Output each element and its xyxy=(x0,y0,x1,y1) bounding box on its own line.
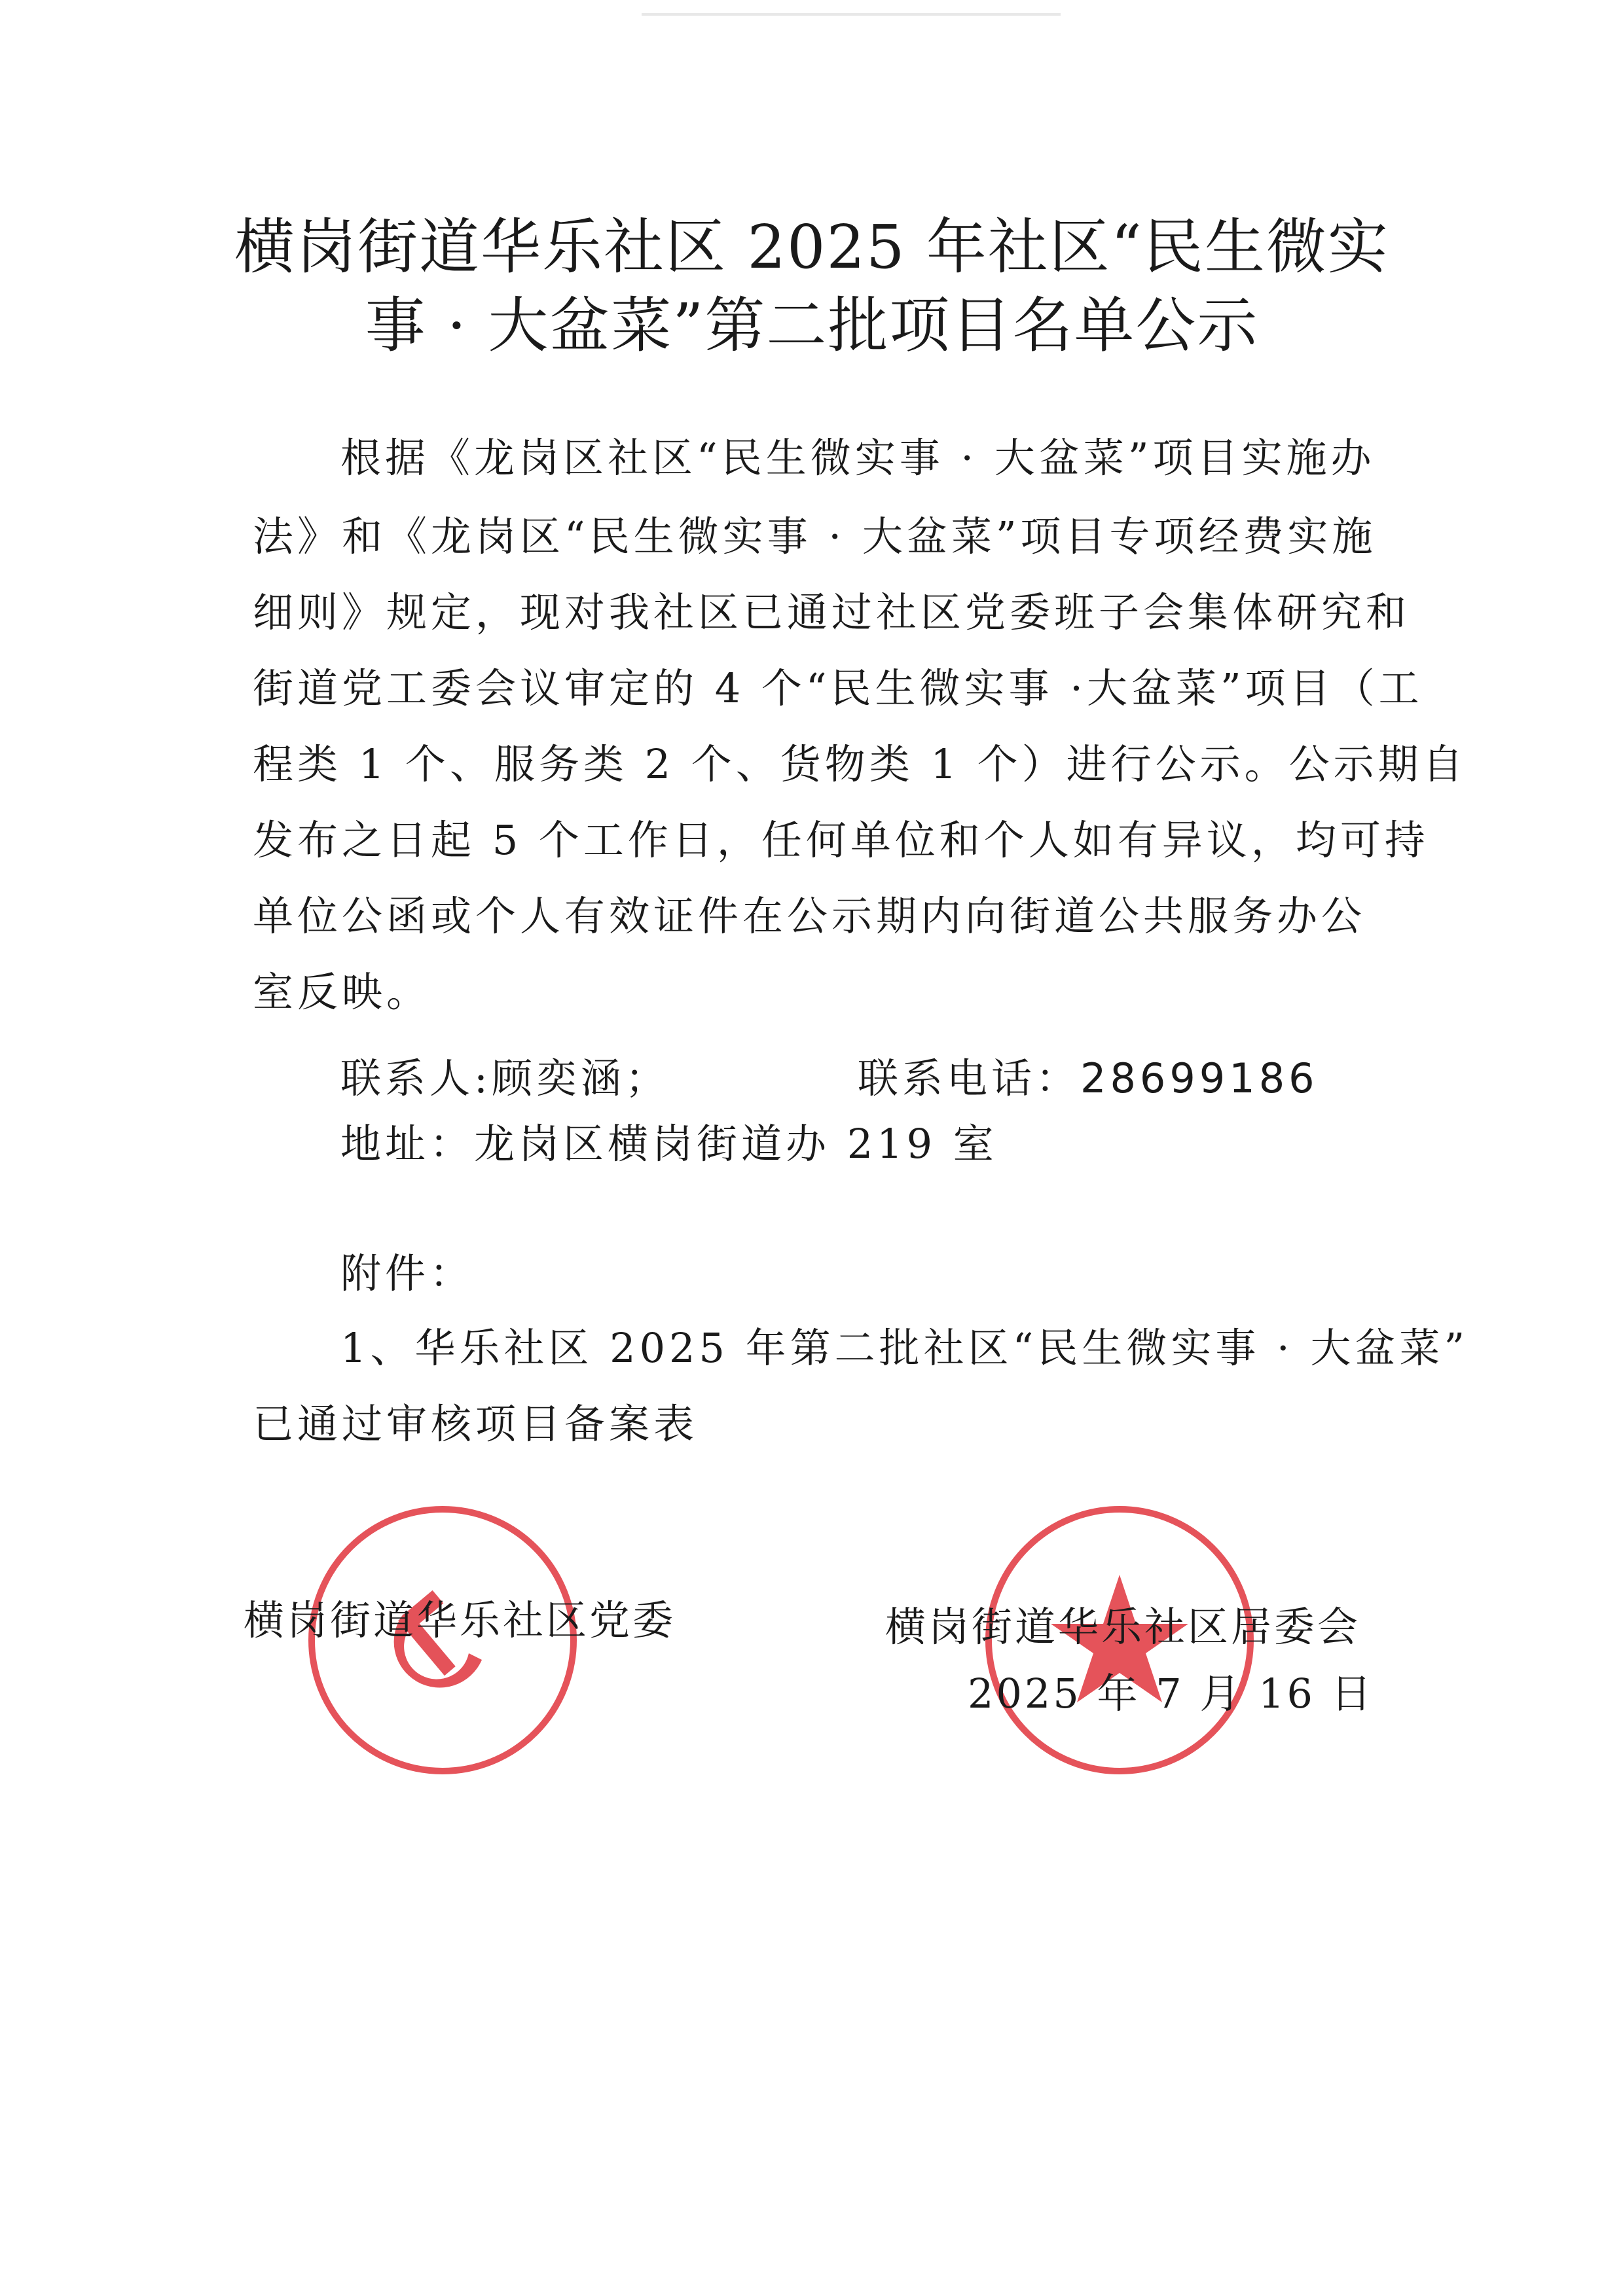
contact-phone xyxy=(858,1052,1319,1105)
body-paragraph-line-4: 街道党工委会议审定的 4 个“民生微实事 ·大盆菜”项目（工 xyxy=(253,664,1423,712)
scan-artifact xyxy=(642,13,1061,16)
signature-residents-committee: 横岗街道华乐社区居委会 xyxy=(885,1603,1361,1651)
document-title-line-2: 事 · 大盆菜”第二批项目名单公示 xyxy=(365,291,1259,361)
contact-person: 联系人:顾奕涵； xyxy=(340,1054,670,1102)
attachment-item-line-1: 1、华乐社区 2025 年第二批社区“民生微实事 · 大盆菜” xyxy=(340,1324,1469,1372)
signature-party-committee: 横岗街道华乐社区党委 xyxy=(244,1596,676,1644)
body-paragraph-line-6: 发布之日起 5 个工作日，任何单位和个人如有异议，均可持 xyxy=(253,816,1429,864)
contact-phone-label: 联系电话： xyxy=(858,1054,1081,1102)
body-paragraph-line-7: 单位公函或个人有效证件在公示期内向街道公共服务办公 xyxy=(253,892,1366,940)
body-paragraph-line-1: 根据《龙岗区社区“民生微实事 · 大盆菜”项目实施办 xyxy=(340,434,1376,482)
contact-address: 地址：龙岗区横岗街道办 219 室 xyxy=(340,1120,998,1168)
signature-date: 2025 年 7 月 16 日 xyxy=(968,1670,1374,1717)
body-paragraph-line-8: 室反映。 xyxy=(253,968,431,1016)
attachment-heading: 附件： xyxy=(340,1249,475,1297)
document-title-line-1: 横岗街道华乐社区 2025 年社区“民生微实 xyxy=(234,212,1389,282)
contact-phone-number: 28699186 xyxy=(1080,1054,1319,1102)
body-paragraph-line-3: 细则》规定，现对我社区已通过社区党委班子会集体研究和 xyxy=(253,588,1411,636)
attachment-item-line-2: 已通过审核项目备案表 xyxy=(253,1400,699,1448)
body-paragraph-line-2: 法》和《龙岗区“民生微实事 · 大盆菜”项目专项经费实施 xyxy=(253,512,1377,560)
body-paragraph-line-5: 程类 1 个、服务类 2 个、货物类 1 个）进行公示。公示期自 xyxy=(253,740,1467,788)
